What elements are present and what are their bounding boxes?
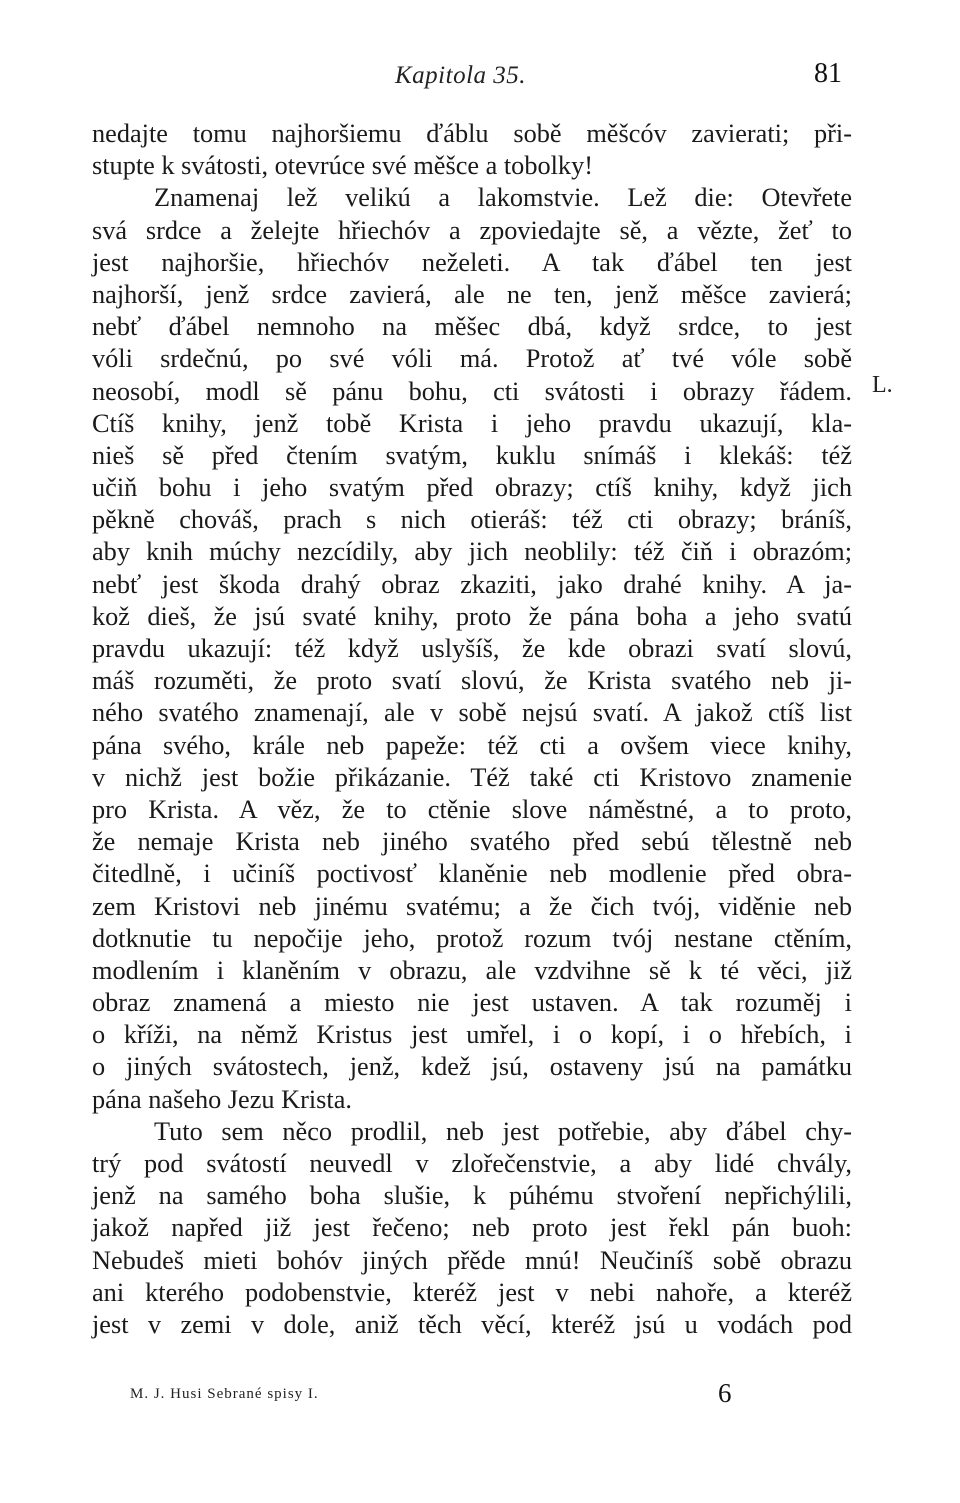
text-line: Znamenaj lež velikú a lakomstvie. Lež die: Otevřete bbox=[154, 183, 852, 213]
text-line: trý pod svátostí neuvedl v zlořečenstvie, a aby lidé chvály, bbox=[92, 1149, 852, 1178]
text-line: nebť jest škoda drahý obraz zkaziti, jako drahé knihy. A ja- bbox=[92, 569, 852, 599]
text-line: o jiných svátostech, jenž, kdež jsú, ostaveny jsú na památku bbox=[92, 1052, 852, 1082]
text-line: najhorší, jenž srdce zavierá, ale ne ten, jenž měšce zavierá; bbox=[92, 279, 852, 309]
text-line: učiň bohu i jeho svatým před obrazy; ctíš knihy, když jich bbox=[92, 473, 852, 503]
text-line: nebť ďábel nemnoho na měšec dbá, když srdce, to jest bbox=[92, 312, 852, 342]
text-line: pěkně chováš, prach s nich otieráš: též cti obrazy; bráníš, bbox=[92, 505, 852, 535]
text-line: kož dieš, že jsú svaté knihy, proto že pána boha a jeho svatú bbox=[92, 601, 852, 631]
text-line: že nemaje Krista neb jiného svatého před sebú tělestně neb bbox=[92, 827, 852, 857]
footer-imprint: M. J. Husi Sebrané spisy I. bbox=[130, 1386, 319, 1402]
text-line: Ctíš knihy, jenž tobě Krista i jeho pravdu ukazují, kla- bbox=[92, 408, 852, 438]
text-line: nedajte tomu najhoršiemu ďáblu sobě měšcóv zavierati; při- bbox=[92, 119, 852, 148]
text-line: pravdu ukazují: též když uslyšíš, že kde obrazi svatí slovú, bbox=[92, 634, 852, 663]
margin-note: L. bbox=[872, 372, 893, 398]
text-line: dotknutie tu nepočije jeho, protož rozum tvój nestane ctěním, bbox=[92, 923, 852, 953]
text-line: stupte k svátosti, otevrúce své měšce a tobolky! bbox=[92, 151, 593, 181]
text-line: o kříži, na němž Kristus jest umřel, i o kopí, i o hřebích, i bbox=[92, 1020, 852, 1050]
text-line: máš rozuměti, že proto svatí slovú, že Krista svatého neb ji- bbox=[92, 666, 852, 696]
text-line: jakož napřed již jest řečeno; neb proto jest řekl pán buoh: bbox=[92, 1213, 852, 1243]
text-line: Tuto sem něco prodlil, neb jest potřebie, aby ďábel chy- bbox=[154, 1116, 852, 1146]
text-line: pána našeho Jezu Krista. bbox=[92, 1084, 352, 1114]
body-text bbox=[92, 118, 852, 1341]
text-line: obraz znamená a miesto nie jest ustaven. A tak rozuměj i bbox=[92, 988, 852, 1018]
text-line: pro Krista. A věz, že to ctěnie slove náměstné, a to proto, bbox=[92, 794, 852, 824]
text-line: Nebudeš mieti bohóv jiných přěde mnú! Neučiníš sobě obrazu bbox=[92, 1245, 852, 1275]
text-line: jenž na samého boha slušie, k púhému stvoření nepřichýlili, bbox=[92, 1181, 852, 1211]
text-line: čitedlně, i učiníš poctivosť klaněnie neb modlenie před obra- bbox=[92, 859, 852, 889]
text-line: pána svého, krále neb papeže: též cti a ovšem viece knihy, bbox=[92, 730, 852, 760]
running-head bbox=[90, 58, 850, 98]
text-line: jest v zemi v dole, aniž těch věcí, kteréž jsú u vodách pod bbox=[92, 1309, 852, 1339]
text-line: jest najhoršie, hřiechóv neželeti. A tak ďábel ten jest bbox=[92, 247, 852, 277]
page-number: 81 bbox=[814, 58, 842, 89]
text-line: aby knih múchy nezcídily, aby jich neoblily: též čiň i obrazóm; bbox=[92, 537, 852, 567]
text-line: neosobí, modl sě pánu bohu, cti svátosti i obrazy řádem. bbox=[92, 376, 852, 406]
page-footer bbox=[130, 1378, 750, 1418]
signature-mark: 6 bbox=[718, 1378, 732, 1408]
text-line: v nichž jest božie přikázanie. Též také cti Kristovo znamenie bbox=[92, 762, 852, 792]
text-line: svá srdce a želejte hřiechóv a zpoviedajte sě, a vězte, žeť to bbox=[92, 215, 852, 245]
text-line: modlením i klaněním v obrazu, ale vzdvihne sě k té věci, již bbox=[92, 955, 852, 985]
text-line: ného svatého znamenají, ale v sobě nejsú svatí. A jakož ctíš list bbox=[92, 698, 852, 728]
text-line: vóli srdečnú, po své vóli má. Protož ať tvé vóle sobě bbox=[92, 344, 852, 374]
text-line: zem Kristovi neb jinému svatému; a že čich tvój, viděnie neb bbox=[92, 891, 852, 921]
running-title: Kapitola 35. bbox=[395, 62, 527, 89]
text-line: ani kterého podobenstvie, kteréž jest v nebi nahoře, a kteréž bbox=[92, 1277, 852, 1307]
text-line: nieš sě před čtením svatým, kuklu snímáš i klekáš: též bbox=[92, 440, 852, 470]
